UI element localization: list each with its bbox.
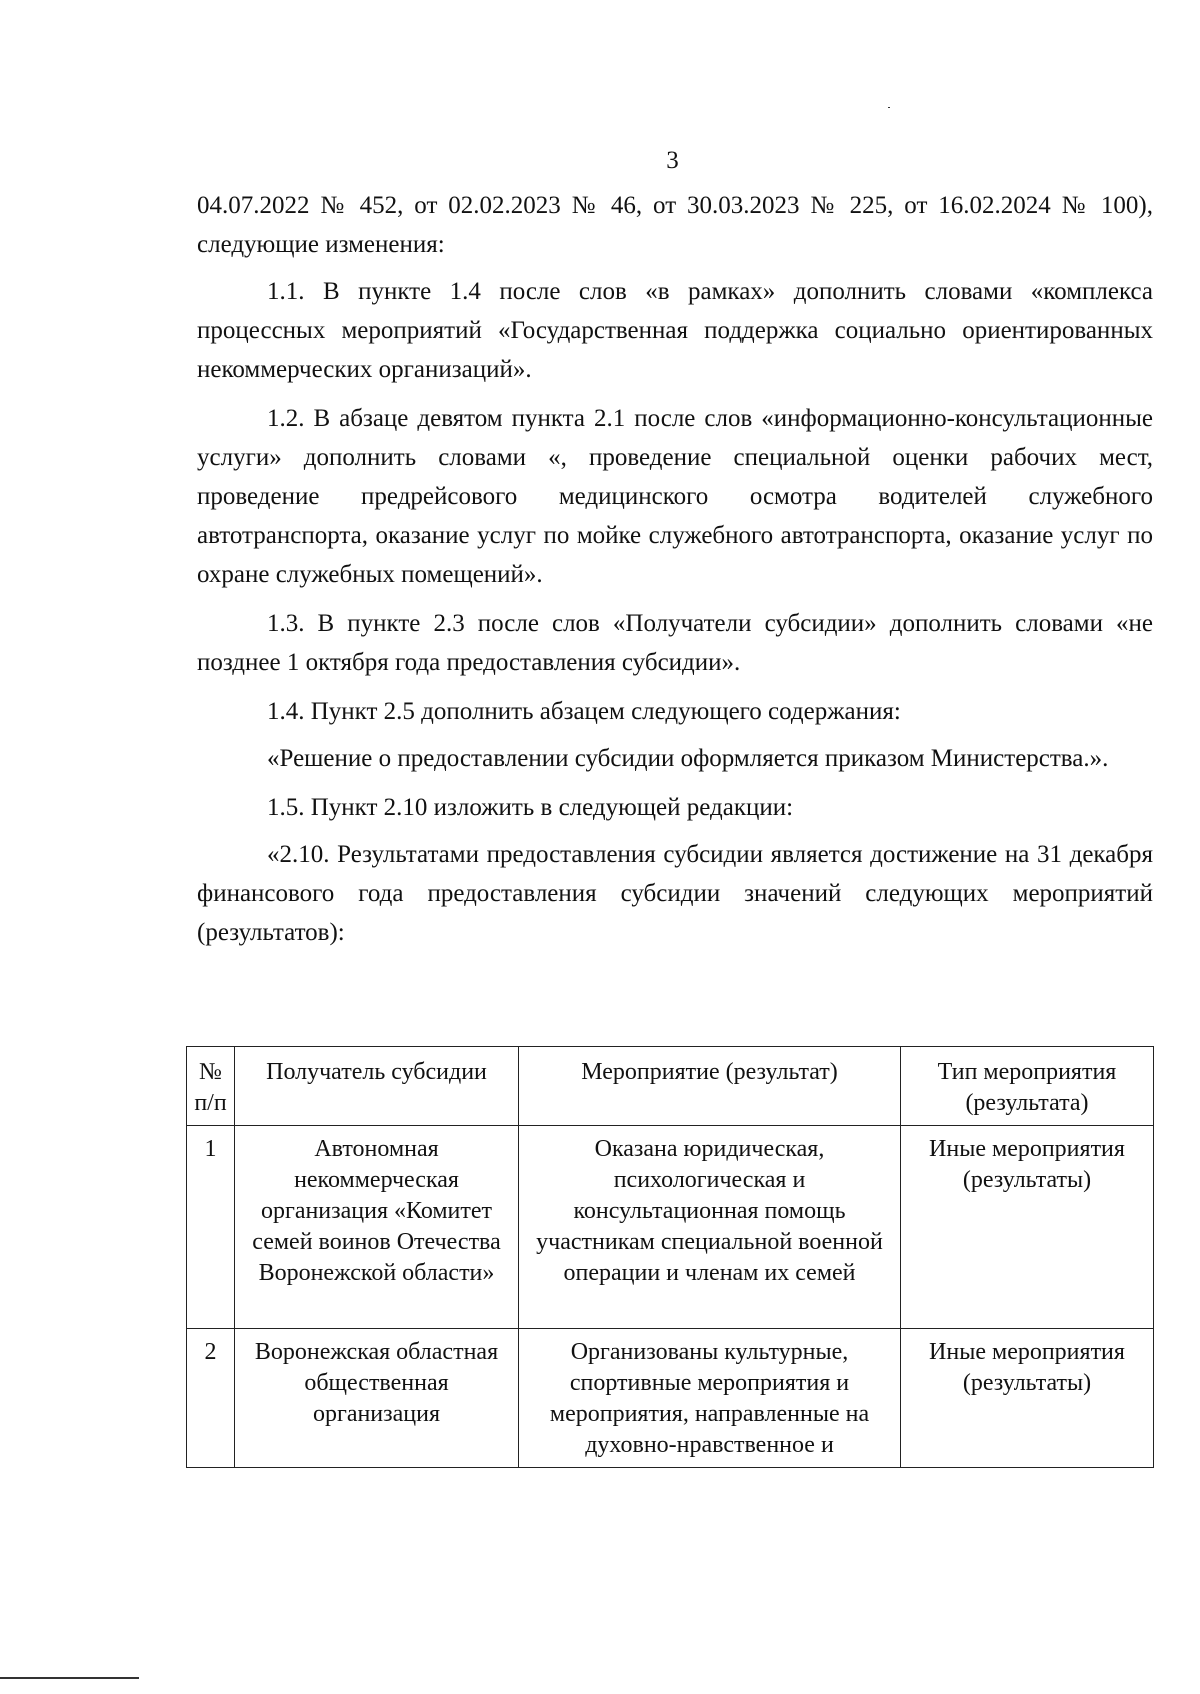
paragraph-1-1: 1.1. В пункте 1.4 после слов «в рамках» дополнить словами «комплекса процессных мероприятий «Государственная поддержка социально ориентированных некоммерческих организаций». xyxy=(197,278,1153,383)
cell-event: Организованы культурные, спортивные мероприятия и мероприятия, направленные на духовно-нравственное и xyxy=(519,1329,901,1468)
document-body xyxy=(197,186,1153,952)
header-recipient: Получатель субсидии xyxy=(235,1047,519,1126)
paragraph-1-5: 1.5. Пункт 2.10 изложить в следующей редакции: xyxy=(267,794,794,821)
cell-event: Оказана юридическая, психологическая и консультационная помощь участникам специальной военной операции и членам их семей xyxy=(519,1126,901,1329)
paragraph-amendment-intro: 04.07.2022 № 452, от 02.02.2023 № 46, от 30.03.2023 № 225, от 16.02.2024 № 100), следующие изменения: xyxy=(197,192,1153,258)
page-number: 3 xyxy=(666,147,679,174)
header-number: № п/п xyxy=(187,1047,235,1126)
table-header-row xyxy=(187,1047,1154,1126)
header-event-type: Тип мероприятия (результата) xyxy=(901,1047,1154,1126)
paragraph-2-10: «2.10. Результатами предоставления субсидии является достижение на 31 декабря финансового года предоставления субсидии значений следующих мероприятий (результатов): xyxy=(197,841,1153,946)
cell-number: 1 xyxy=(187,1126,235,1329)
paragraph-1-2: 1.2. В абзаце девятом пункта 2.1 после слов «информационно-консультационные услуги» дополнить словами «, проведение специальной оценки рабочих мест, проведение предрейсового медицинского осмотра водителей служебного автотранспорта, оказание услуг по мойке служебного автотранспорта, оказание услуг по охране служебных помещений». xyxy=(197,405,1153,588)
cell-recipient: Автономная некоммерческая организация «Комитет семей воинов Отечества Воронежской области» xyxy=(235,1126,519,1329)
cell-recipient: Воронежская областная общественная организация xyxy=(235,1329,519,1468)
results-table xyxy=(186,1046,1154,1468)
table-row xyxy=(187,1329,1154,1468)
table-row xyxy=(187,1126,1154,1329)
cell-number: 2 xyxy=(187,1329,235,1468)
cell-event-type: Иные мероприятия (результаты) xyxy=(901,1329,1154,1468)
scan-edge-line xyxy=(0,1677,139,1679)
header-event: Мероприятие (результат) xyxy=(519,1047,901,1126)
cell-event-type: Иные мероприятия (результаты) xyxy=(901,1126,1154,1329)
scan-speck xyxy=(888,107,890,108)
paragraph-1-3: 1.3. В пункте 2.3 после слов «Получатели субсидии» дополнить словами «не позднее 1 октября года предоставления субсидии». xyxy=(197,610,1153,676)
paragraph-decision-quote: «Решение о предоставлении субсидии оформляется приказом Министерства.». xyxy=(267,745,1109,772)
paragraph-1-4: 1.4. Пункт 2.5 дополнить абзацем следующего содержания: xyxy=(267,698,901,725)
